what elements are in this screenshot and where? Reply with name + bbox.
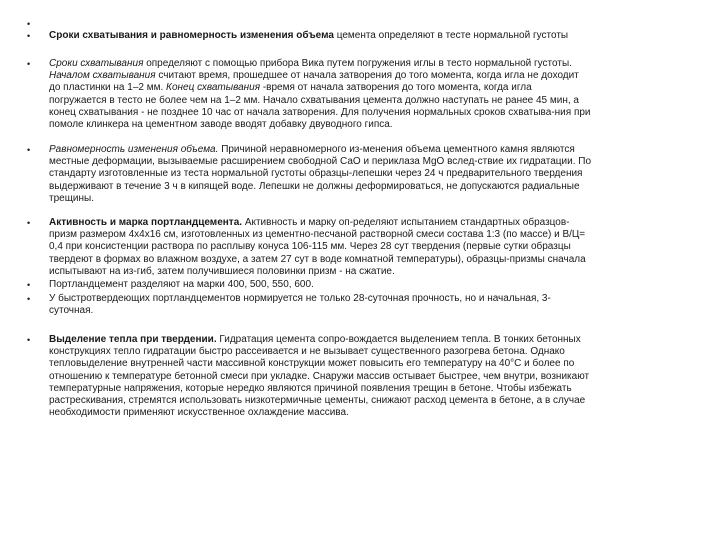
paragraph-text [49,293,699,317]
text-run: температурные напряжения, которые нередко являются причиной появления трещин в бетоне. Чтобы избежать [49,382,572,394]
text-run: стандарту изготовленные из теста нормальной густоты образцы-лепешки через 24 ч предварительного твердения [49,168,583,180]
text-line [49,266,699,278]
paragraph-text [49,144,699,205]
bullet-marker: • [27,31,31,41]
text-run: местные деформации, вызываемые расширением свободной СаО и периклаза MgO вслед-ствие их гидратации. По [49,156,592,168]
text-run: твердеют в формах во влажном воздухе, а затем 27 сут в воде комнатной температуры), образцы-призмы сначала [49,253,586,265]
bullet-marker: • [27,59,31,69]
text-line [49,334,699,346]
bullet-marker: • [27,19,31,29]
text-run: до пластинки на 1–2 мм. [49,82,167,94]
text-line [49,30,699,42]
text-run: конец схватывания - не позднее 10 час от начала затворения. Для получения нормальных сроков схватыва-ния при [49,106,591,118]
text-line [49,279,699,291]
italic-term: Началом схватывания [49,70,159,82]
paragraph-text [49,58,699,131]
text-line [49,371,699,383]
text-line [49,193,699,205]
text-run: конструкциях тепло гидратации быстро рассеивается и не вызывает существенного разогрева бетона. Однако [49,346,565,358]
text-line [49,168,699,180]
bullet-marker: • [27,294,31,304]
text-line [49,217,699,229]
text-line [49,395,699,407]
italic-term: Сроки схватывания [49,58,147,69]
text-run: Активность и марку оп-ределяют испытанием стандартных образцов- [244,217,570,228]
text-line [49,95,699,107]
text-line [49,82,699,94]
text-line [49,144,699,156]
text-run: определяют с помощью прибора Вика путем погружения иглы в тесто нормальной густоты. [146,58,572,69]
paragraph-text [49,334,699,419]
bold-heading: Выделение тепла при твердении. [49,334,220,345]
text-run: суточная. [49,305,94,317]
text-line [49,119,699,131]
text-line [49,346,699,358]
text-run: считают время, прошедшее от начала затворения до того момента, когда игла не доходит [158,70,579,82]
bold-heading: Активность и марка портландцемента. [49,217,245,228]
text-line [49,293,699,305]
text-run: Гидратация цемента сопро-вождается выделением тепла. В тонких бетонных [219,334,581,345]
bold-heading: Сроки схватывания и равномерность изменения объема [49,30,337,41]
text-line [49,305,699,317]
text-run: растрескивания, стремятся использовать низкотермичные цементы, снижают расход цемента в бетоне, а в случае [49,395,586,407]
paragraph-text [49,279,699,291]
text-run: 0,4 при консистенции раствора по расплыву конуса 106-115 мм. Через 28 сут твердения (первые сутки образцы [49,241,571,253]
text-line [49,229,699,241]
text-line [49,70,699,82]
bullet-marker: • [27,145,31,155]
text-run: помоле клинкера на цементном заводе вводят добавку двуводного гипса. [49,119,393,131]
italic-term: Конец схватывания [166,82,263,94]
text-run: выдерживают в течение 3 ч в кипящей воде. Лепешки не должны деформироваться, не допускаются радиальные [49,180,580,192]
text-line [49,107,699,119]
text-run: погружается в тесто не более чем на 1–2 мм. Начало схватывания цемента должно наступать не ранее 45 мин, а [49,94,579,106]
bullet-marker: • [27,335,31,345]
italic-term: Равномерность изменения объема. [49,144,222,155]
text-line [49,358,699,370]
text-line [49,58,699,70]
text-line [49,254,699,266]
text-run: отношению к температуре бетонной смеси при укладке. Снаружи массив остывает быстрее, чем внутри, возникают [49,370,590,382]
text-run: -время от начала затворения до того момента, когда игла [262,82,532,94]
text-run: цемента определяют в тесте нормальной густоты [336,30,569,41]
text-run: У быстротвердеющих портландцементов нормируется не только 28-суточная прочность, но и начальная, 3- [49,293,551,304]
text-run: испытывают на из-гиб, затем получившиеся половинки призм - на сжатие. [49,265,395,277]
bullet-marker: • [27,218,31,228]
text-run: трещины. [49,192,95,204]
paragraph-text [49,30,699,42]
text-run: необходимости применяют искусственное охлаждение массива. [49,407,349,419]
text-run: Причиной неравномерного из-менения объема цементного камня являются [221,144,575,155]
text-run: призм размером 4х4х16 см, изготовленных из цементно-песчаной растворной смеси состава 1:3 (по массе) и В/Ц= [49,229,586,241]
text-run: тепловыделение внутренней части массивной конструкции может повысить его температуру на 40°С и более по [49,358,575,370]
text-line [49,407,699,419]
text-run: Портландцемент разделяют на марки 400, 500, 550, 600. [49,279,314,290]
text-line [49,156,699,168]
text-line [49,383,699,395]
text-line [49,241,699,253]
text-line [49,181,699,193]
paragraph-text [49,217,699,278]
bullet-marker: • [27,280,31,290]
